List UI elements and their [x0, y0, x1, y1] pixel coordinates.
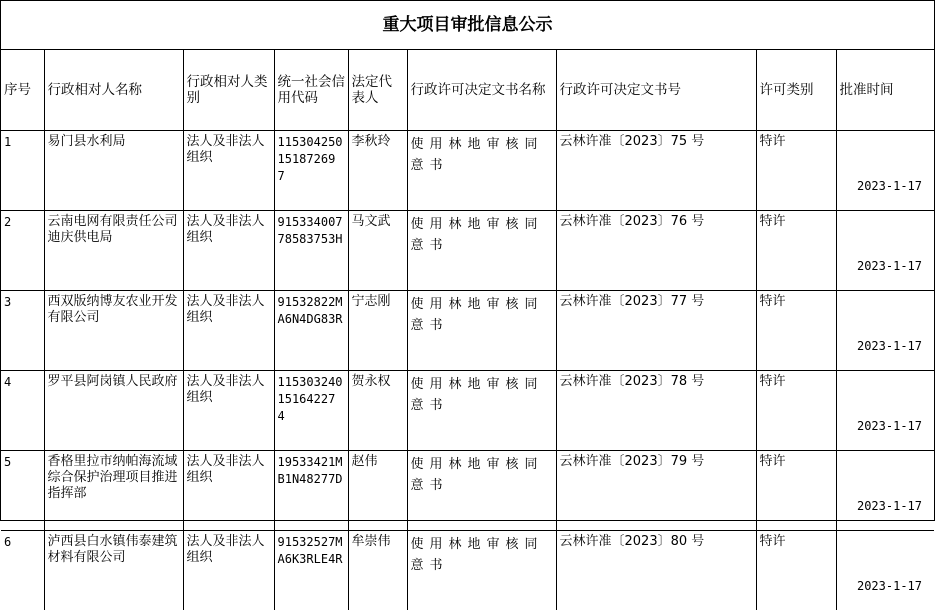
row-category: 法人及非法人组织 — [183, 451, 274, 531]
row-doc-no: 云林许准〔2023〕78 号 — [556, 371, 756, 451]
row-doc-name: 使用林地审核同意书 — [407, 451, 556, 531]
row-approval-date: 2023-1-17 — [836, 291, 934, 371]
table-header-row — [1, 49, 934, 131]
row-permit-type: 特许 — [756, 371, 836, 451]
row-category: 法人及非法人组织 — [183, 371, 274, 451]
row-doc-name: 使用林地审核同意书 — [407, 131, 556, 211]
row-doc-name: 使用林地审核同意书 — [407, 291, 556, 371]
table-row — [1, 291, 934, 371]
row-credit-code: 19533421MB1N48277D — [274, 451, 348, 531]
row-name: 云南电网有限责任公司迪庆供电局 — [44, 211, 183, 291]
row-doc-no: 云林许准〔2023〕77 号 — [556, 291, 756, 371]
row-credit-code: 11530324015164227 4 — [274, 371, 348, 451]
row-credit-code: 91532822MA6N4DG83R — [274, 291, 348, 371]
header-credit-code: 统一社会信用代码 — [274, 49, 348, 131]
row-category: 法人及非法人组织 — [183, 531, 274, 610]
header-index: 序号 — [1, 49, 44, 131]
row-legal-rep: 贺永权 — [348, 371, 407, 451]
row-index: 4 — [1, 371, 44, 451]
row-approval-date: 2023-1-17 — [836, 131, 934, 211]
table-row — [1, 531, 934, 610]
row-doc-name: 使用林地审核同意书 — [407, 211, 556, 291]
row-doc-name: 使用林地审核同意书 — [407, 531, 556, 610]
row-permit-type: 特许 — [756, 131, 836, 211]
row-index: 6 — [1, 531, 44, 610]
row-category: 法人及非法人组织 — [183, 131, 274, 211]
row-doc-no: 云林许准〔2023〕79 号 — [556, 451, 756, 531]
row-index: 2 — [1, 211, 44, 291]
row-category: 法人及非法人组织 — [183, 291, 274, 371]
row-index: 5 — [1, 451, 44, 531]
header-doc-name: 行政许可决定文书名称 — [407, 49, 556, 131]
row-approval-date: 2023-1-17 — [836, 451, 934, 531]
row-name: 罗平县阿岗镇人民政府 — [44, 371, 183, 451]
row-index: 3 — [1, 291, 44, 371]
row-legal-rep: 马文武 — [348, 211, 407, 291]
row-credit-code: 11530425015187269 7 — [274, 131, 348, 211]
row-credit-code: 91533400778583753H — [274, 211, 348, 291]
row-name: 香格里拉市纳帕海流域综合保护治理项目推进指挥部 — [44, 451, 183, 531]
table-row — [1, 211, 934, 291]
row-name: 泸西县白水镇伟泰建筑材料有限公司 — [44, 531, 183, 610]
header-approval-date: 批准时间 — [836, 49, 934, 131]
row-name: 易门县水利局 — [44, 131, 183, 211]
row-doc-no: 云林许准〔2023〕80 号 — [556, 531, 756, 610]
table-row — [1, 371, 934, 451]
header-category: 行政相对人类别 — [183, 49, 274, 131]
header-doc-no: 行政许可决定文书号 — [556, 49, 756, 131]
row-approval-date: 2023-1-17 — [836, 371, 934, 451]
row-doc-no: 云林许准〔2023〕76 号 — [556, 211, 756, 291]
page-title: 重大项目审批信息公示 — [1, 1, 934, 50]
row-legal-rep: 宁志刚 — [348, 291, 407, 371]
row-permit-type: 特许 — [756, 531, 836, 610]
approval-table — [1, 49, 934, 610]
row-name: 西双版纳博友农业开发有限公司 — [44, 291, 183, 371]
row-index: 1 — [1, 131, 44, 211]
row-permit-type: 特许 — [756, 211, 836, 291]
row-approval-date: 2023-1-17 — [836, 531, 934, 610]
row-permit-type: 特许 — [756, 451, 836, 531]
table-row — [1, 131, 934, 211]
header-name: 行政相对人名称 — [44, 49, 183, 131]
row-legal-rep: 赵伟 — [348, 451, 407, 531]
header-legal-rep: 法定代表人 — [348, 49, 407, 131]
row-doc-name: 使用林地审核同意书 — [407, 371, 556, 451]
row-credit-code: 91532527MA6K3RLE4R — [274, 531, 348, 610]
row-doc-no: 云林许准〔2023〕75 号 — [556, 131, 756, 211]
row-permit-type: 特许 — [756, 291, 836, 371]
row-legal-rep: 牟崇伟 — [348, 531, 407, 610]
row-approval-date: 2023-1-17 — [836, 211, 934, 291]
row-category: 法人及非法人组织 — [183, 211, 274, 291]
header-permit-type: 许可类别 — [756, 49, 836, 131]
table-row — [1, 451, 934, 531]
row-legal-rep: 李秋玲 — [348, 131, 407, 211]
